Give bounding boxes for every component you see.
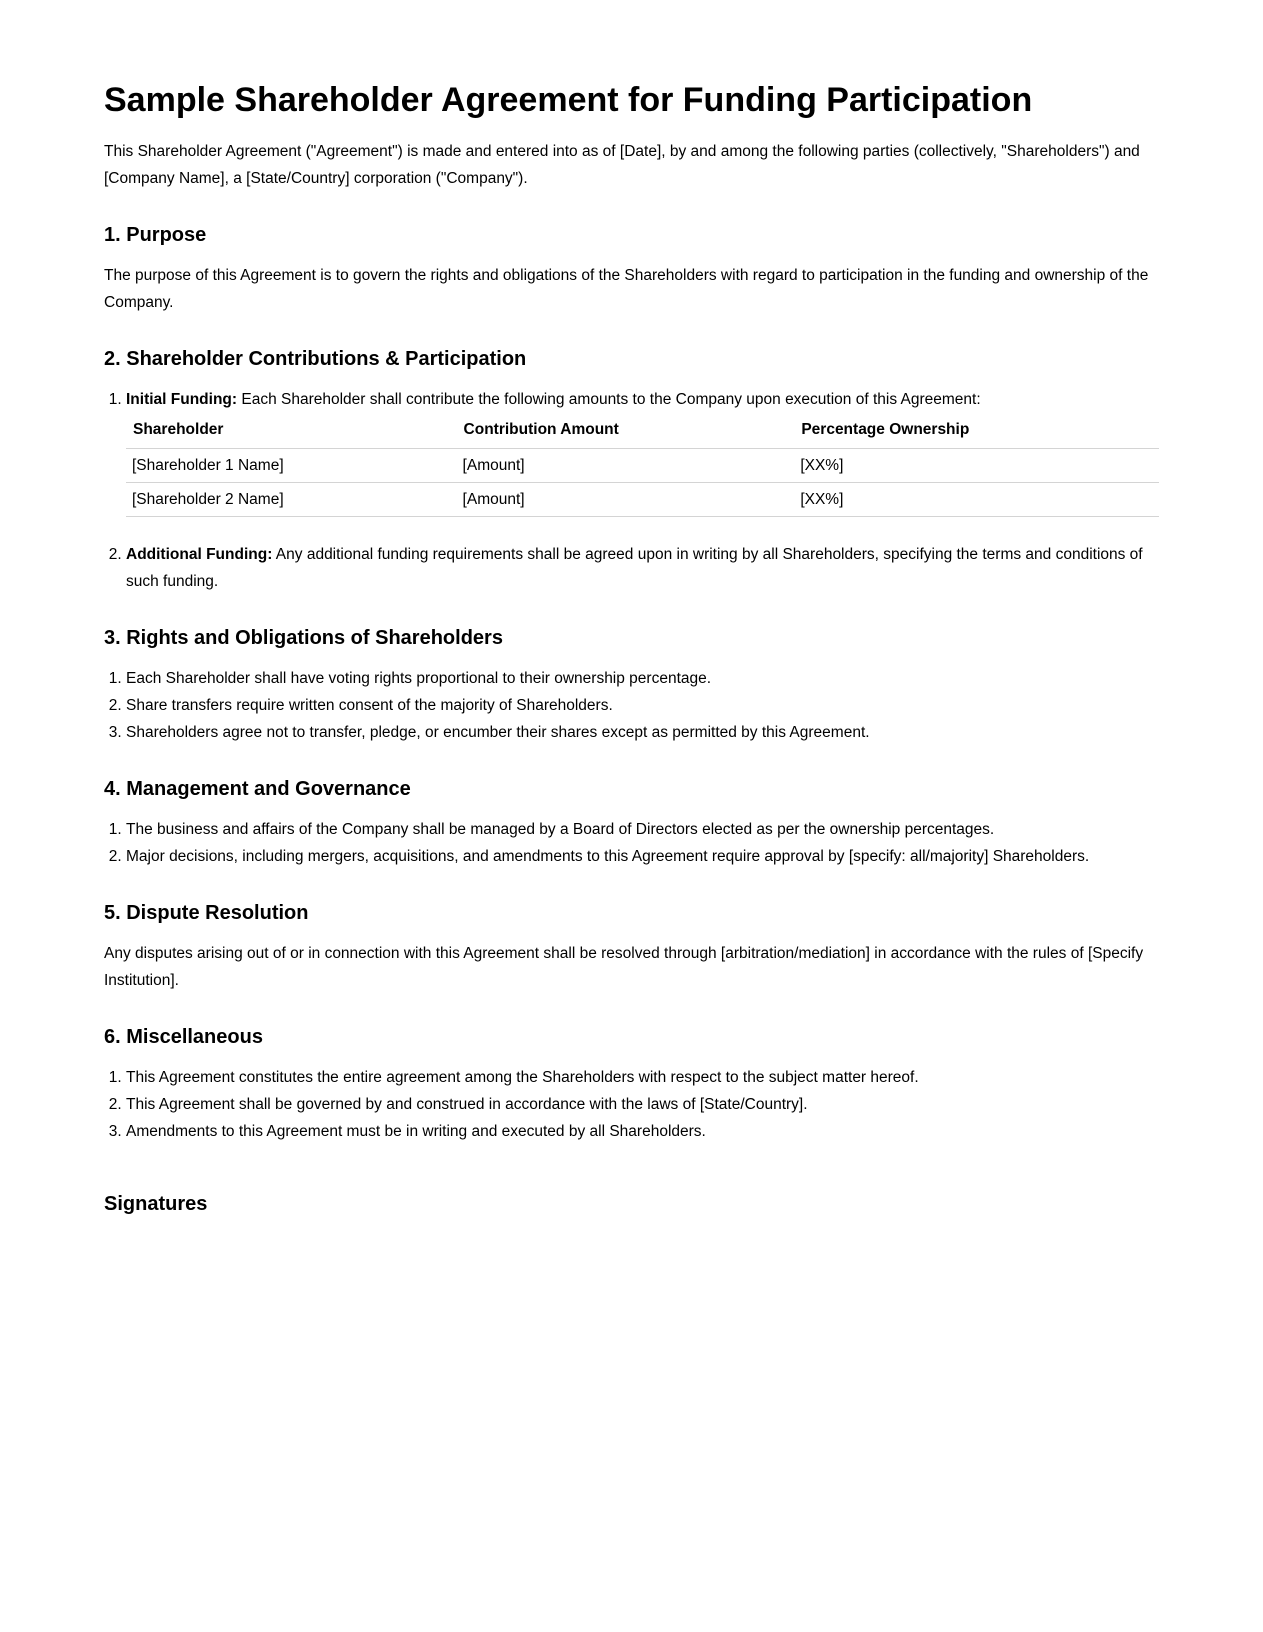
initial-funding-label: Initial Funding: <box>126 391 238 409</box>
intro-paragraph: This Shareholder Agreement ("Agreement") is made and entered into as of [Date], by and among the following parties (collectively, "Shareholders") and [Company Name], a [State/Country] corporation ("Company"). <box>104 143 1140 188</box>
section-title: 6. Miscellaneous <box>104 1026 263 1049</box>
section-dispute-resolution <box>104 900 1159 994</box>
table-cell-amount: [Amount] <box>457 483 795 517</box>
additional-funding-label: Additional Funding: <box>126 546 273 564</box>
section-title: 3. Rights and Obligations of Shareholders <box>104 627 503 650</box>
section-title: 2. Shareholder Contributions & Participation <box>104 348 527 371</box>
section-title: 5. Dispute Resolution <box>104 902 309 925</box>
list-item: 1. Each Shareholder shall have voting rights proportional to their ownership percentage. <box>126 665 1159 692</box>
table-cell-percentage: [XX%] <box>794 449 1159 483</box>
list-item-additional-funding <box>126 541 1159 595</box>
list-item: 2. Share transfers require written consent of the majority of Shareholders. <box>126 692 1159 719</box>
document-title: Sample Shareholder Agreement for Funding Participation <box>104 81 1033 119</box>
table-header-row <box>126 415 1159 449</box>
list-item: 2. Major decisions, including mergers, acquisitions, and amendments to this Agreement require approval by [specify: all/majority] Shareholders. <box>126 843 1159 870</box>
funding-table <box>126 415 1159 517</box>
column-header-shareholder: Shareholder <box>126 415 457 449</box>
table-row <box>126 483 1159 517</box>
section-contributions <box>104 346 1159 595</box>
section-management <box>104 776 1159 870</box>
section-rights <box>104 625 1159 746</box>
column-header-contribution-amount: Contribution Amount <box>457 415 795 449</box>
list-item: 3. Shareholders agree not to transfer, pledge, or encumber their shares except as permitted by this Agreement. <box>126 719 1159 746</box>
table-cell-shareholder: [Shareholder 2 Name] <box>126 483 457 517</box>
contributions-list <box>104 386 1159 595</box>
management-list <box>104 816 1159 870</box>
initial-funding-text: Each Shareholder shall contribute the following amounts to the Company upon execution of this Agreement: <box>237 391 981 409</box>
table-cell-shareholder: [Shareholder 1 Name] <box>126 449 457 483</box>
section-title: 4. Management and Governance <box>104 778 411 801</box>
rights-list <box>104 665 1159 746</box>
dispute-paragraph: Any disputes arising out of or in connection with this Agreement shall be resolved through [arbitration/mediation] in accordance with the rules of [Specify Institution]. <box>104 945 1144 990</box>
list-item: 2. This Agreement shall be governed by and construed in accordance with the laws of [State/Country]. <box>126 1091 1159 1118</box>
column-header-percentage-ownership: Percentage Ownership <box>794 415 1159 449</box>
miscellaneous-list <box>104 1064 1159 1145</box>
additional-funding-text: Any additional funding requirements shall be agreed upon in writing by all Shareholders, specifying the terms and conditions of such funding. <box>126 546 1143 591</box>
list-item-initial-funding <box>126 386 1159 517</box>
purpose-paragraph: The purpose of this Agreement is to govern the rights and obligations of the Shareholders with regard to participation in the funding and ownership of the Company. <box>104 267 1149 312</box>
list-item: 3. Amendments to this Agreement must be in writing and executed by all Shareholders. <box>126 1118 1159 1145</box>
table-row <box>126 449 1159 483</box>
list-item: 1. This Agreement constitutes the entire agreement among the Shareholders with respect to the subject matter hereof. <box>126 1064 1159 1091</box>
section-signatures <box>104 1191 1159 1217</box>
table-cell-amount: [Amount] <box>457 449 795 483</box>
section-title: 1. Purpose <box>104 224 207 247</box>
table-cell-percentage: [XX%] <box>794 483 1159 517</box>
section-title: Signatures <box>104 1193 208 1216</box>
section-purpose <box>104 222 1159 316</box>
section-miscellaneous <box>104 1024 1159 1145</box>
list-item: 1. The business and affairs of the Company shall be managed by a Board of Directors elected as per the ownership percentages. <box>126 816 1159 843</box>
